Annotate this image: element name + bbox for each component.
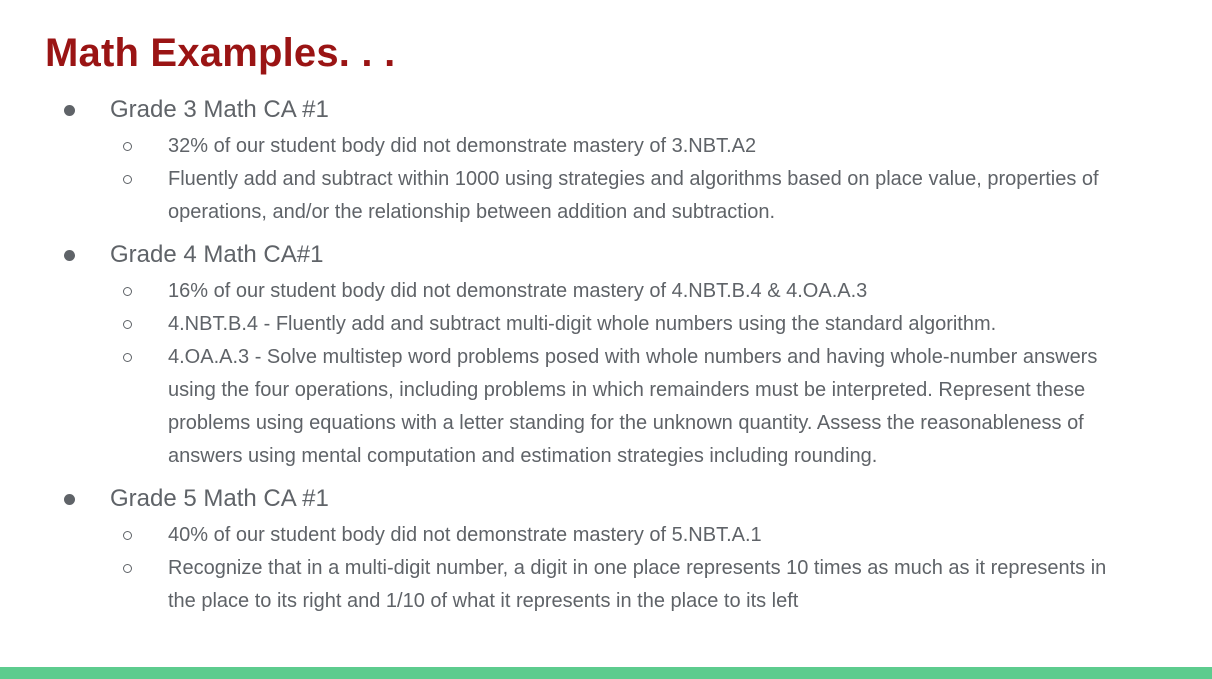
filled-bullet-icon — [64, 250, 75, 261]
bottom-accent-bar — [0, 667, 1212, 679]
open-bullet-icon — [123, 287, 132, 296]
grade-heading-row — [0, 479, 1212, 519]
sub-bullet-item — [0, 130, 1108, 163]
slide-title: Math Examples. . . — [45, 31, 396, 75]
grade-heading-text: Grade 4 Math CA#1 — [110, 241, 324, 268]
sub-bullet-text: Recognize that in a multi‑digit number, a digit in one place represents 10 times as much as it represents in the place to its right and 1/10 of what it represents in the place to its left — [168, 557, 1107, 612]
sub-bullet-text: 16% of our student body did not demonstrate mastery of 4.NBT.B.4 & 4.OA.A.3 — [168, 280, 868, 302]
sub-bullet-text: 32% of our student body did not demonstrate mastery of 3.NBT.A2 — [168, 135, 757, 157]
sub-bullet-text: 4.NBT.B.4 ‑ Fluently add and subtract multi‑digit whole numbers using the standard algorithm. — [168, 313, 997, 335]
sub-bullet-list — [0, 275, 1212, 473]
grade-heading-text: Grade 3 Math CA #1 — [110, 96, 329, 123]
sub-bullet-text: 40% of our student body did not demonstrate mastery of 5.NBT.A.1 — [168, 524, 762, 546]
bullet-list — [0, 90, 1212, 618]
grade-group — [0, 479, 1212, 618]
grade-group — [0, 235, 1212, 473]
sub-bullet-text: 4.OA.A.3 ‑ Solve multistep word problems posed with whole numbers and having whole‑number answers using the four operations, including problems in which remainders must be interpreted. Represent these problems using equations with a letter standing for the unknown quantity. Assess the reasonableness of answers using mental computation and estimation strategies including rounding. — [168, 346, 1098, 467]
filled-bullet-icon — [64, 494, 75, 505]
grade-heading-row — [0, 90, 1212, 130]
filled-bullet-icon — [64, 105, 75, 116]
sub-bullet-item — [0, 275, 1108, 308]
sub-bullet-item — [0, 341, 1108, 473]
open-bullet-icon — [123, 142, 132, 151]
grade-heading-text: Grade 5 Math CA #1 — [110, 485, 329, 512]
sub-bullet-list — [0, 519, 1212, 618]
open-bullet-icon — [123, 353, 132, 362]
sub-bullet-item — [0, 163, 1108, 229]
open-bullet-icon — [123, 531, 132, 540]
sub-bullet-item — [0, 552, 1108, 618]
open-bullet-icon — [123, 320, 132, 329]
open-bullet-icon — [123, 564, 132, 573]
open-bullet-icon — [123, 175, 132, 184]
sub-bullet-text: Fluently add and subtract within 1000 using strategies and algorithms based on place value, properties of operations, and/or the relationship between addition and subtraction. — [168, 168, 1099, 223]
grade-heading-row — [0, 235, 1212, 275]
sub-bullet-list — [0, 130, 1212, 229]
sub-bullet-item — [0, 519, 1108, 552]
grade-group — [0, 90, 1212, 229]
sub-bullet-item — [0, 308, 1108, 341]
